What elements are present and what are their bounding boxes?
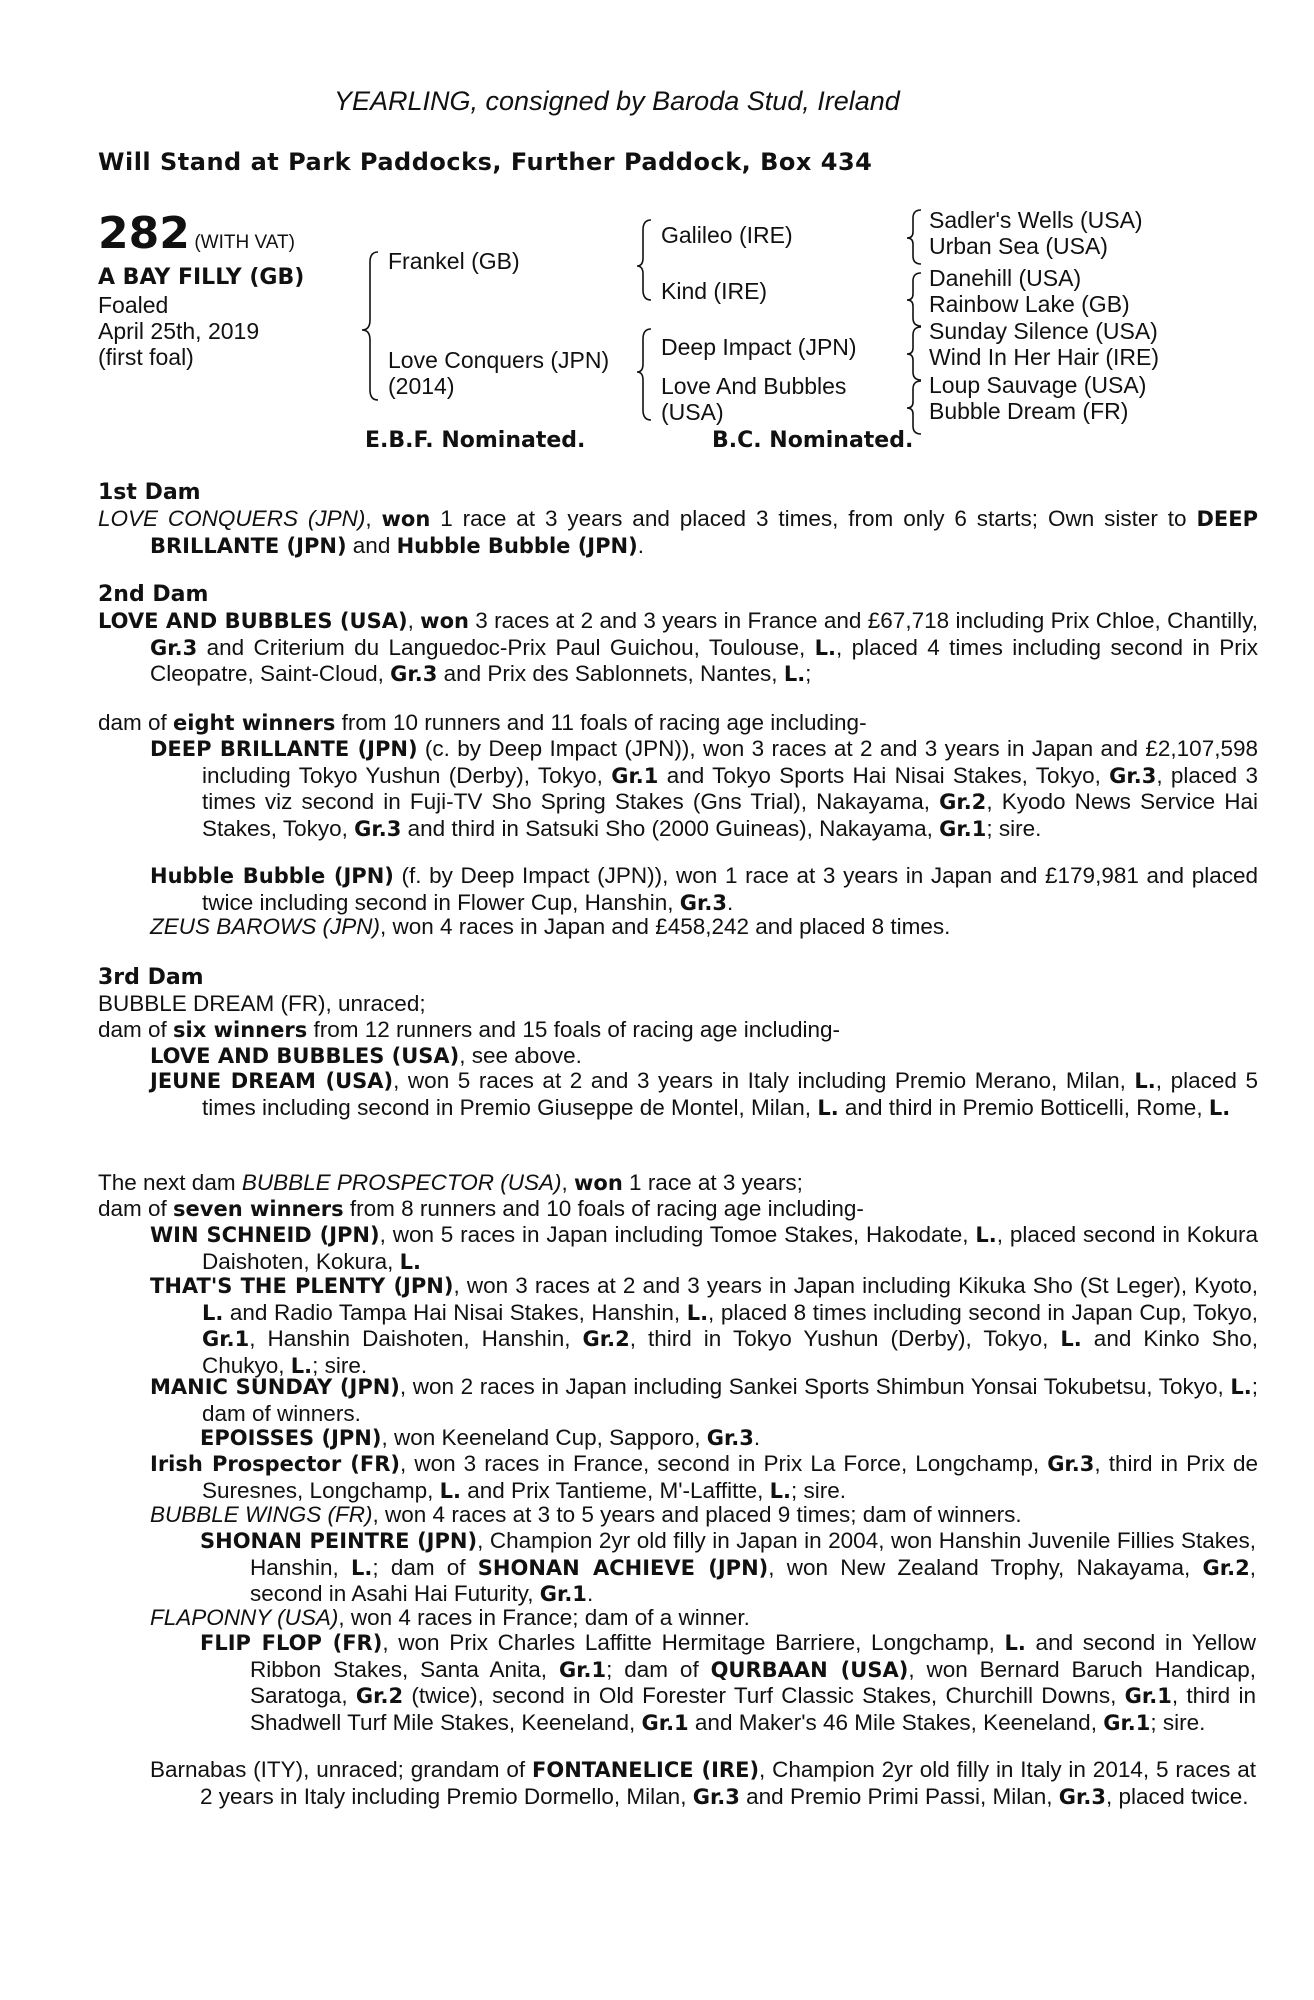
horse-name: EPOISSES (JPN)	[200, 1426, 382, 1450]
ggd-2: Rainbow Lake (GB)	[929, 291, 1130, 317]
record-text: .	[753, 1425, 761, 1450]
grade: Gr.2	[1202, 1555, 1250, 1580]
record-text: , third in Prix de Suresnes, Longchamp,	[202, 1451, 1258, 1503]
lot-title: A BAY FILLY (GB)	[98, 265, 305, 290]
ggs-3: Sunday Silence (USA)	[929, 318, 1158, 344]
record-text: , Kyodo News Service Hai Stakes, Tokyo,	[202, 789, 1258, 841]
produce-win-schneid	[150, 1222, 1258, 1275]
record-text: , placed 4 times including second in Prix Cleopatre, Saint-Cloud,	[150, 634, 1258, 687]
record-text: and Tokyo Sports Hai Nisai Stakes, Tokyo,	[658, 762, 1110, 788]
horse-name: FLAPONNY (USA)	[150, 1605, 339, 1630]
record-text: , won Bernard Baruch Handicap, Saratoga,	[250, 1656, 1257, 1709]
record-text: and Premio Primi Passi, Milan,	[739, 1783, 1059, 1809]
dam-of-text: from 8 runners and 10 foals of racing age including-	[343, 1196, 864, 1221]
produce-flaponny	[150, 1605, 1258, 1631]
sire-dam-name: Kind (IRE)	[661, 278, 768, 304]
grade: Gr.3	[1058, 1784, 1106, 1809]
record-text: ; dam of	[372, 1554, 478, 1580]
listed: L.	[817, 1095, 839, 1120]
record-text: ; dam of	[606, 1656, 711, 1682]
listed: L.	[290, 1353, 313, 1378]
record-text: , Champion 2yr old filly in Japan in 2004, won Hanshin Juvenile Fillies Stakes, Hanshin,	[250, 1528, 1256, 1580]
listed: L.	[1230, 1375, 1252, 1399]
record-text: , placed 5 times including second in Premio Giuseppe de Montel, Milan,	[202, 1068, 1258, 1120]
horse-name: WIN SCHNEID (JPN)	[150, 1223, 380, 1247]
horse-name: Irish Prospector (FR)	[150, 1452, 401, 1476]
grade: Gr.3	[692, 1784, 740, 1809]
horse-name: SHONAN PEINTRE (JPN)	[200, 1529, 478, 1553]
listed: L.	[399, 1249, 421, 1274]
listed: L.	[1134, 1069, 1156, 1093]
next-dam-label: The next dam	[98, 1170, 242, 1195]
record-text: , won 4 races at 3 to 5 years and placed 9 times; dam of winners.	[372, 1502, 1022, 1527]
record-text: .	[586, 1581, 594, 1607]
record-text: , won Prix Charles Laffitte Hermitage Barriere, Longchamp,	[382, 1630, 1005, 1655]
ggd-4: Bubble Dream (FR)	[929, 398, 1129, 424]
grade: Gr.1	[611, 763, 659, 788]
first-dam-name: LOVE CONQUERS (JPN)	[98, 506, 366, 531]
record-text: , won 2 races in Japan including Sankei Sports Shimbun Yonsai Tokubetsu, Tokyo,	[399, 1374, 1231, 1399]
grade: Gr.3	[679, 890, 727, 915]
grade: Gr.1	[202, 1327, 250, 1352]
stand-location: Will Stand at Park Paddocks, Further Paddock, Box 434	[98, 148, 873, 176]
record-text: (c. by Deep Impact (JPN)), won 3 races at 2 and 3 years in Japan and £2,107,598 including Tokyo Yushun (Derby), Tokyo,	[202, 736, 1258, 788]
produce-love-and-bubbles	[150, 1043, 1258, 1070]
first-dam-text: 1 race at 3 years and placed 3 times, from only 6 starts; Own sister to	[430, 506, 1197, 531]
third-dam-name-line: BUBBLE DREAM (FR), unraced;	[98, 991, 426, 1016]
grade: Gr.1	[939, 816, 987, 841]
record-text: and Kinko Sho, Chukyo,	[202, 1326, 1258, 1378]
record-text: , won New Zealand Trophy, Nakayama,	[768, 1554, 1203, 1580]
produce-barnabas	[150, 1757, 1256, 1810]
won-label: won	[420, 609, 469, 633]
second-dam-produce-line	[98, 710, 1206, 737]
bc-nomination: B.C. Nominated.	[712, 428, 914, 453]
first-dam-heading: 1st Dam	[98, 480, 201, 505]
foaled-date: April 25th, 2019	[98, 318, 260, 344]
ggd-3: Wind In Her Hair (IRE)	[929, 344, 1160, 370]
record-text: and Radio Tampa Hai Nisai Stakes, Hanshin,	[223, 1299, 687, 1325]
produce-shonan-peintre	[200, 1528, 1256, 1608]
horse-name: FONTANELICE (IRE)	[532, 1758, 760, 1782]
listed: L.	[686, 1300, 709, 1325]
dam-of-text: dam of	[98, 1017, 174, 1042]
record-text: , won Keeneland Cup, Sapporo,	[381, 1425, 707, 1450]
record-text: ; sire.	[790, 1477, 846, 1503]
record-text: ; sire.	[312, 1352, 368, 1378]
record-text: .	[726, 889, 734, 915]
horse-name: THAT'S THE PLENTY (JPN)	[150, 1274, 454, 1298]
first-dam-paragraph: LOVE CONQUERS (JPN), won 1 race at 3 years and placed 3 times, from only 6 starts; Own sister to DEEP BRILLANTE (JPN) and Hubble Bubble (JPN).	[98, 506, 1258, 558]
record-text: , second in Asahi Hai Futurity,	[250, 1554, 1256, 1607]
listed: L.	[202, 1300, 224, 1325]
record-text: 3 races at 2 and 3 years in France and £67,718 including Prix Chloe, Chantilly,	[468, 608, 1258, 633]
horse-name: FLIP FLOP (FR)	[200, 1631, 383, 1655]
grade: Gr.3	[1047, 1452, 1095, 1476]
ggd-1: Urban Sea (USA)	[929, 233, 1108, 259]
record-text: ;	[805, 661, 812, 687]
record-text: , won 3 races at 2 and 3 years in Japan including Kikuka Sho (St Leger), Kyoto,	[453, 1273, 1258, 1298]
record-text: Barnabas (ITY), unraced; grandam of	[150, 1757, 532, 1782]
horse-name: LOVE AND BUBBLES (USA)	[150, 1044, 460, 1068]
horse-name: JEUNE DREAM (USA)	[150, 1069, 394, 1093]
horse-name: QURBAAN (USA)	[710, 1657, 909, 1682]
record-text: , placed twice.	[1105, 1783, 1249, 1809]
ggs-4: Loup Sauvage (USA)	[929, 372, 1147, 398]
dam-dam-origin: (USA)	[661, 399, 724, 425]
winners-count: six winners	[173, 1018, 308, 1042]
produce-hubble-bubble	[150, 863, 1258, 916]
record-text: , third in Shadwell Turf Mile Stakes, Keeneland,	[250, 1683, 1256, 1735]
listed: L.	[351, 1555, 373, 1580]
dam-of-text: dam of	[98, 1196, 174, 1221]
grade: Gr.3	[390, 662, 438, 687]
record-text: ; sire.	[1150, 1709, 1206, 1735]
separator: ,	[561, 1170, 575, 1195]
record-text: , won 5 races in Japan including Tomoe Stakes, Hakodate,	[379, 1222, 976, 1247]
listed: L.	[769, 1478, 791, 1503]
record-text: (f. by Deep Impact (JPN)), won 1 race at 3 years in Japan and £179,981 and placed twice including second in Flower Cup, Hanshin,	[202, 863, 1258, 915]
record-text: ; sire.	[986, 815, 1042, 841]
foaled-label: Foaled	[98, 292, 169, 318]
record-text: , won 4 races in France; dam of a winner.	[338, 1605, 750, 1630]
record-text: and Maker's 46 Mile Stakes, Keeneland,	[688, 1709, 1104, 1735]
sibling-deep-brillante: DEEP BRILLANTE (JPN)	[150, 507, 1258, 558]
record-text: , see above.	[459, 1043, 582, 1068]
dam-year: (2014)	[388, 373, 455, 399]
dam-of-text: from 10 runners and 11 foals of racing age including-	[335, 710, 867, 735]
grade: Gr.3	[150, 635, 198, 660]
grade: Gr.3	[1109, 763, 1157, 788]
horse-name: SHONAN ACHIEVE (JPN)	[477, 1555, 769, 1580]
listed: L.	[1208, 1095, 1231, 1120]
third-dam-produce-line	[98, 1017, 1206, 1044]
record-text: 1 race at 3 years;	[622, 1170, 803, 1195]
grade: Gr.3	[706, 1426, 754, 1450]
third-dam-heading: 3rd Dam	[98, 965, 204, 990]
record-text: , placed 8 times including second in Japan Cup, Tokyo,	[708, 1299, 1258, 1325]
record-text: , Hanshin Daishoten, Hanshin,	[249, 1326, 583, 1352]
second-dam-heading: 2nd Dam	[98, 582, 209, 607]
record-text: , won 3 races in France, second in Prix La Force, Longchamp,	[400, 1451, 1048, 1476]
second-dam-paragraph: LOVE AND BUBBLES (USA), won 3 races at 2 and 3 years in France and £67,718 including Prix Chloe, Chantilly, Gr.3 and Criterium du Languedoc-Prix Paul Guichou, Toulouse, L., placed 4 times including second in Prix Cleopatre, Saint-Cloud, Gr.3 and Prix des Sablonnets, Nantes, L.;	[98, 608, 1258, 687]
consignment-line: YEARLING, consigned by Baroda Stud, Ireland	[334, 86, 900, 116]
produce-manic-sunday	[150, 1374, 1258, 1426]
record-text: , Champion 2yr old filly in Italy in 2014, 5 races at 2 years in Italy including Premio Dormello, Milan,	[200, 1757, 1256, 1809]
grade: Gr.2	[939, 790, 987, 815]
winners-count: eight winners	[173, 711, 336, 735]
grade: Gr.2	[582, 1327, 630, 1352]
dam-of-text: from 12 runners and 15 foals of racing age including-	[307, 1017, 841, 1042]
listed: L.	[814, 635, 836, 660]
sire-name: Frankel (GB)	[388, 248, 520, 274]
record-text: and Prix des Sablonnets, Nantes,	[437, 661, 784, 687]
horse-name: DEEP BRILLANTE (JPN)	[150, 737, 418, 761]
record-text: , third in Tokyo Yushun (Derby), Tokyo,	[629, 1326, 1061, 1352]
lot-number: 282	[98, 208, 190, 259]
sire-sire-name: Galileo (IRE)	[661, 222, 793, 248]
produce-flip-flop	[200, 1630, 1256, 1736]
horse-name: BUBBLE WINGS (FR)	[150, 1502, 373, 1527]
horse-name: ZEUS BAROWS (JPN)	[150, 914, 381, 939]
first-foal-note: (first foal)	[98, 344, 194, 370]
record-text: and third in Satsuki Sho (2000 Guineas), Nakayama,	[401, 815, 940, 841]
won-label: won	[574, 1171, 623, 1195]
next-dam-name: BUBBLE PROSPECTOR (USA)	[241, 1170, 562, 1195]
dam-of-text: dam of	[98, 710, 174, 735]
record-text: and third in Premio Botticelli, Rome,	[838, 1094, 1209, 1120]
record-text: and Prix Tantieme, M'-Laffitte,	[461, 1477, 770, 1503]
dam-name: Love Conquers (JPN)	[388, 347, 610, 373]
second-dam-name: LOVE AND BUBBLES (USA)	[98, 609, 408, 633]
sibling-hubble-bubble: Hubble Bubble (JPN)	[396, 533, 638, 558]
record-text: , won 5 races at 2 and 3 years in Italy including Premio Merano, Milan,	[393, 1068, 1135, 1093]
record-text: , placed 3 times viz second in Fuji-TV Sho Spring Stakes (Gns Trial), Nakayama,	[202, 762, 1258, 815]
won-label: won	[381, 507, 431, 531]
produce-epoisses	[200, 1425, 1256, 1452]
listed: L.	[975, 1223, 997, 1247]
produce-jeune-dream	[150, 1068, 1258, 1121]
ggs-1: Sadler's Wells (USA)	[929, 207, 1143, 233]
produce-irish-prospector	[150, 1451, 1258, 1504]
produce-deep-brillante	[150, 736, 1258, 842]
dam-dam-name: Love And Bubbles	[661, 373, 847, 399]
produce-thats-the-plenty	[150, 1273, 1258, 1379]
ebf-nomination: E.B.F. Nominated.	[365, 428, 586, 453]
listed: L.	[439, 1478, 462, 1503]
record-text: and Criterium du Languedoc-Prix Paul Guichou, Toulouse,	[197, 634, 815, 660]
grade: Gr.1	[1103, 1710, 1151, 1735]
record-text: ; dam of winners.	[202, 1374, 1258, 1426]
next-dam-line	[98, 1170, 1206, 1197]
ggs-2: Danehill (USA)	[929, 265, 1082, 291]
period: .	[637, 532, 644, 558]
next-dam-produce-line	[98, 1196, 1206, 1223]
conjunction: and	[346, 532, 397, 558]
winners-count: seven winners	[173, 1197, 344, 1221]
produce-bubble-wings	[150, 1502, 1258, 1528]
grade: Gr.1	[539, 1582, 587, 1607]
grade: Gr.1	[558, 1657, 607, 1682]
grade: Gr.1	[641, 1710, 689, 1735]
record-text: (twice), second in Old Forester Turf Classic Stakes, Churchill Downs,	[403, 1683, 1125, 1709]
produce-zeus-barows	[150, 914, 1258, 940]
record-text: , placed second in Kokura Daishoten, Kokura,	[202, 1222, 1259, 1274]
listed: L.	[1004, 1631, 1026, 1655]
grade: Gr.3	[354, 816, 402, 841]
listed: L.	[1060, 1327, 1082, 1352]
horse-name: Hubble Bubble (JPN)	[150, 864, 394, 888]
horse-name: MANIC SUNDAY (JPN)	[150, 1375, 400, 1399]
grade: Gr.2	[355, 1684, 404, 1709]
listed: L.	[783, 662, 806, 687]
vat-note: (WITH VAT)	[194, 232, 295, 253]
record-text: , won 4 races in Japan and £458,242 and placed 8 times.	[380, 914, 951, 939]
record-text: and second in Yellow Ribbon Stakes, Santa Anita,	[250, 1630, 1256, 1682]
grade: Gr.1	[1124, 1684, 1172, 1709]
dam-sire-name: Deep Impact (JPN)	[661, 334, 857, 360]
